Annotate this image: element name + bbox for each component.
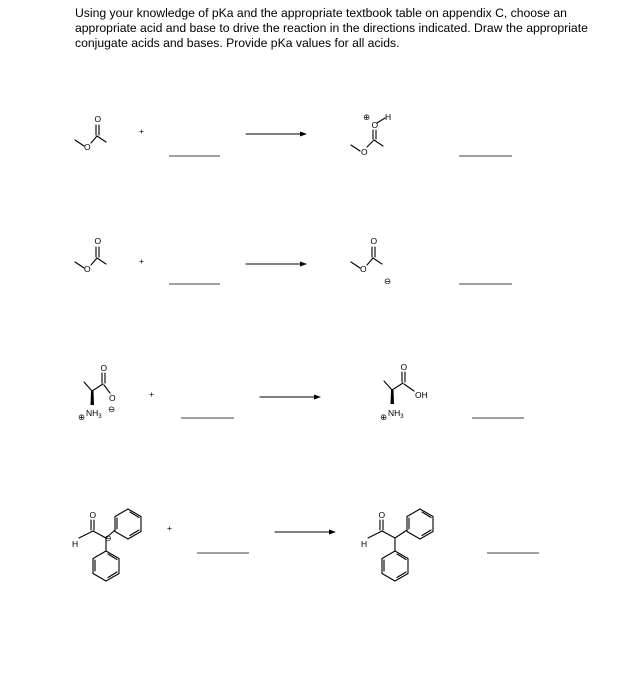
negative-charge-icon: ⊖ — [384, 276, 392, 286]
reaction-row-3 — [78, 362, 524, 422]
diphenylacetaldehyde-enolate-reactant — [72, 509, 141, 581]
reaction-row-2 — [75, 236, 512, 286]
carbonyl-oxygen-label: O — [89, 510, 97, 520]
alanine-ammonium-acid-product — [380, 362, 428, 422]
plus-sign: + — [139, 256, 144, 266]
negative-charge-icon: ⊖ — [104, 533, 112, 543]
carbonyl-oxygen-label: O — [370, 236, 378, 246]
reaction-arrow — [260, 395, 321, 400]
carbonyl-oxygen-label: O — [94, 114, 102, 124]
reaction-arrow — [246, 262, 307, 267]
carbonyl-oxygen-label: O — [371, 120, 379, 130]
plus-sign: + — [167, 523, 172, 533]
plus-sign: + — [139, 126, 144, 136]
reaction-row-4 — [72, 509, 539, 581]
positive-charge-icon: ⊕ — [78, 412, 86, 422]
negative-charge-icon: ⊖ — [108, 404, 116, 414]
ester-oxygen-label: O — [360, 264, 367, 274]
ester-oxygen-label: O — [84, 264, 91, 274]
hydroxyl-label: OH — [415, 390, 428, 400]
aldehyde-hydrogen-label: H — [361, 539, 368, 549]
amine-nitrogen-label: $NH_3$ — [86, 408, 102, 420]
ester-enolate-product — [351, 236, 391, 286]
ester-oxygen-label: O — [84, 142, 91, 152]
reaction-arrow — [275, 530, 336, 535]
carbonyl-oxygen-label: O — [100, 363, 108, 373]
instructions-text: Using your knowledge of pKa and the appropriate textbook table on appendix C, choose an appropriate acid and base to drive the reaction in the directions indicated. Draw the appropriate conjugate acids and bases. Provide pKa values for all acids. — [75, 6, 588, 50]
carbonyl-oxygen-label: O — [94, 236, 102, 246]
positive-charge-icon: ⊕ — [363, 112, 371, 122]
positive-charge-icon: ⊕ — [380, 412, 388, 422]
aldehyde-hydrogen-label: H — [72, 539, 79, 549]
diphenylacetaldehyde-product — [361, 509, 433, 581]
amine-nitrogen-label: $NH_3$ — [388, 408, 404, 420]
reaction-arrow — [246, 132, 307, 137]
ester-oxygen-label: O — [361, 147, 368, 157]
reaction-row-1 — [75, 112, 512, 157]
alanine-carboxylate-reactant — [78, 363, 116, 422]
plus-sign: + — [149, 389, 154, 399]
methyl-acetate-reactant — [75, 236, 106, 274]
methyl-acetate-reactant — [75, 114, 106, 152]
carbonyl-oxygen-label: O — [378, 510, 386, 520]
protonated-methyl-acetate-product — [351, 112, 391, 157]
carbonyl-oxygen-label: O — [400, 362, 408, 372]
hydrogen-label: H — [385, 112, 392, 122]
carboxylate-oxygen-label: O — [109, 393, 116, 403]
